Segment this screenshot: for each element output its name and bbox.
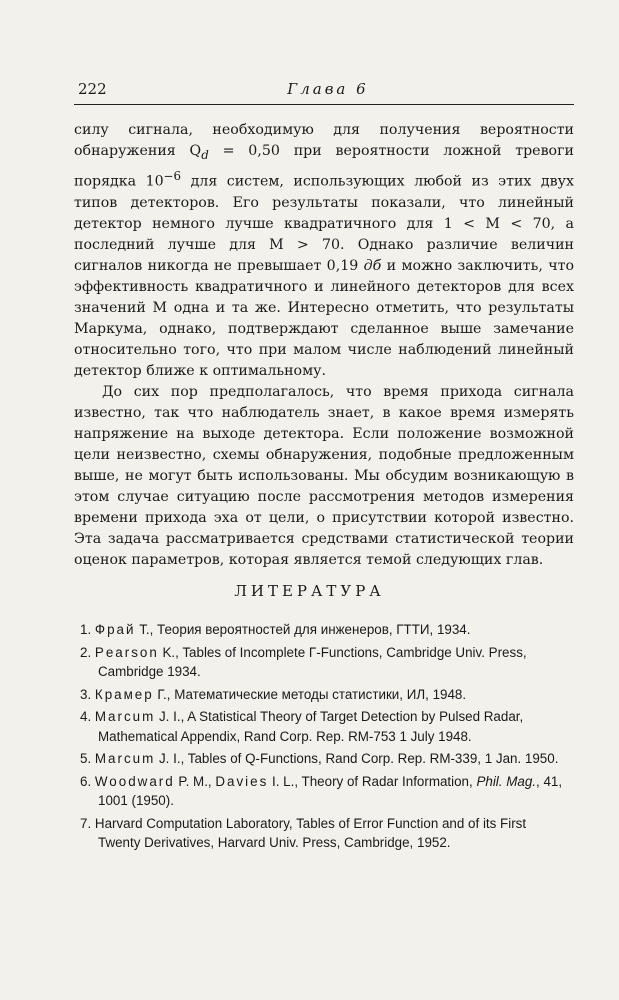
reference-item: 2. Pearson K., Tables of Incomplete Γ-Functions, Cambridge Univ. Press, Cambridge 1934.	[80, 644, 527, 679]
header-rule	[74, 104, 574, 105]
reference-item: 4. Marcum J. I., A Statistical Theory of Target Detection by Pulsed Radar, Mathematical Appendix, Rand Corp. Rep. RM-753 1 July 1948.	[80, 709, 524, 744]
page-header	[78, 80, 578, 102]
reference-item: 7. Harvard Computation Laboratory, Tables of Error Function and of its First Twenty Derivatives, Harvard Univ. Press, Cambridge, 1952.	[80, 815, 527, 850]
paragraph-2: До сих пор предполагалось, что время прихода сигнала известно, так что наблюдатель знает, в какое время измерять напряжение на выходе детектора. Если положение возможной цели неизвестно, схемы обнаружения, подобные предложенным выше, не могут быть использованы. Мы обсудим возникающую в этом случае ситуацию после рассмотрения методов измерения времени прихода эха от цели, о присутствии которой известно. Эта задача рассматривается средствами статистической теории оценок параметров, которая является темой следующих глав.	[74, 383, 574, 568]
body-text	[74, 120, 574, 571]
paragraph-1: силу сигнала, необходимую для получения вероятности обнаружения $Q_d = 0,50$ при вероятности ложной тревоги порядка $10^{-6}$ для систем, использующих любой из этих двух типов детекторов. Его результаты показали, что линейный детектор немного лучше квадратичного для 1 < M < 70, а последний лучше для M > 70. Однако различие величин сигналов никогда не превышает 0,19 дб и можно заключить, что эффективность квадратичного и линейного детекторов для всех значений M одна и та же. Интересно отметить, что результаты Маркума, однако, подтверждают сделанное выше замечание относительно того, что при малом числе наблюдений линейный детектор ближе к оптимальному.	[74, 122, 574, 379]
chapter-title: Глава 6	[287, 80, 369, 98]
reference-item: 3. Крамер Г., Математические методы статистики, ИЛ, 1948.	[80, 686, 467, 702]
literature-title: ЛИТЕРАТУРА	[234, 582, 385, 600]
reference-list	[80, 620, 570, 856]
reference-item: 5. Marcum J. I., Tables of Q-Functions, Rand Corp. Rep. RM-339, 1 Jan. 1950.	[80, 751, 559, 766]
page-number: 222	[78, 80, 107, 98]
reference-item: 6. Woodward P. M., Davies I. L., Theory of Radar Information, Phil. Mag., 41, 1001 (1950).	[80, 773, 563, 808]
reference-item: 1. Фрай Т., Теория вероятностей для инженеров, ГТТИ, 1934.	[80, 622, 471, 637]
